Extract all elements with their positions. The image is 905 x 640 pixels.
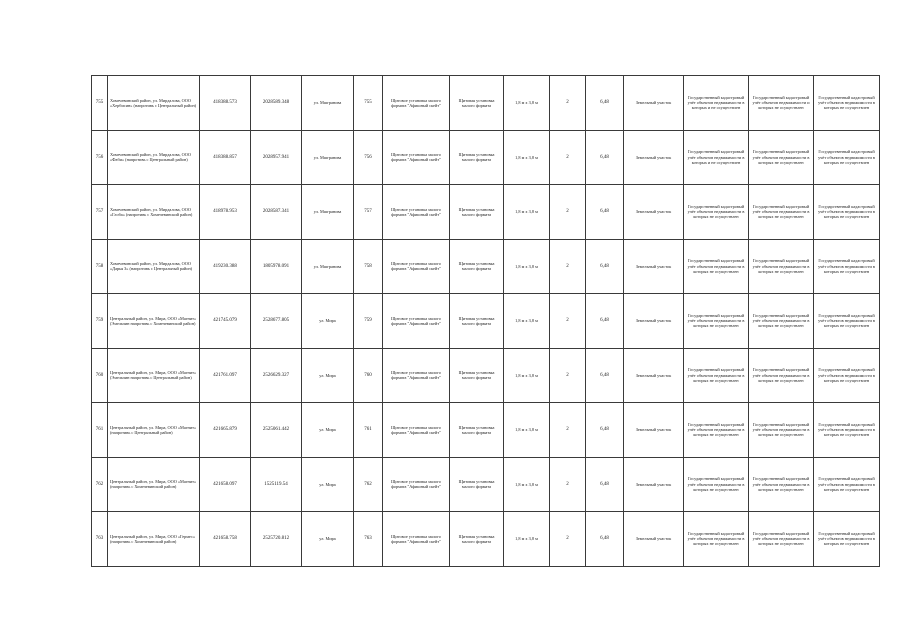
structure-kind-cell: Щитовая установка малого формата	[450, 185, 504, 240]
table-row	[92, 239, 880, 294]
area-cell: 6,48	[586, 130, 624, 185]
table-row	[92, 457, 880, 512]
location-cell: Центральный район, ул. Мира, ООО «Магнит» (Эмельчин напротивь с Хомечевинский район)	[108, 294, 200, 349]
ownership-cell: Государственный кадастровый учёт объектов недвижимости в которых не осуществлен	[814, 294, 880, 349]
sides-cell: 2	[550, 403, 586, 458]
placement-number-cell: 755	[354, 76, 383, 131]
land-status-cell: Земельный участок	[624, 130, 684, 185]
sides-cell: 2	[550, 76, 586, 131]
sides-cell: 2	[550, 348, 586, 403]
location-cell: Хомечевинский район, ул. Мирдалова, ООО «Фаби» (напротивь с Центральный район)	[108, 130, 200, 185]
structure-kind-cell: Щитовая установка малого формата	[450, 457, 504, 512]
location-cell: Центральный район, ул. Мира, ООО «Магнит» (напротивь с Хомечевинский район)	[108, 457, 200, 512]
row-number: 762	[92, 457, 108, 512]
street-cell: ул. Мира	[302, 512, 354, 567]
size-cell: 1,8 м х 3,8 м	[504, 403, 550, 458]
location-cell: Центральный район, ул. Мира, ООО «Магнит» (напротивь с Центральный район)	[108, 403, 200, 458]
ownership-cell: Государственный кадастровый учёт объектов недвижимости в которых не осуществлен	[814, 512, 880, 567]
street-cell: ул. Мшгранова	[302, 185, 354, 240]
land-status-cell: Земельный участок	[624, 239, 684, 294]
area-cell: 6,48	[586, 239, 624, 294]
size-cell: 1,8 м х 3,8 м	[504, 185, 550, 240]
table-row	[92, 76, 880, 131]
size-cell: 1,8 м х 3,8 м	[504, 294, 550, 349]
placement-table	[91, 75, 880, 567]
ownership-cell: Государственный кадастровый учёт объектов недвижимости в которых не осуществлен	[684, 294, 749, 349]
ownership-cell: Государственный кадастровый учёт объектов недвижимости в которых не осуществлен	[749, 185, 814, 240]
ownership-cell: Государственный кадастровый учёт объектов недвижимости в которых не осуществлен	[814, 239, 880, 294]
structure-type-cell: Щитовое установка малого формата "Афишный скейт"	[383, 403, 450, 458]
size-cell: 1,8 м х 3,8 м	[504, 239, 550, 294]
area-cell: 6,48	[586, 294, 624, 349]
structure-kind-cell: Щитовая установка малого формата	[450, 294, 504, 349]
size-cell: 1,8 м х 3,8 м	[504, 76, 550, 131]
coord-x-cell: 418388.573	[200, 76, 251, 131]
area-cell: 6,48	[586, 457, 624, 512]
land-status-cell: Земельный участок	[624, 185, 684, 240]
ownership-cell: Государственный кадастровый учёт объектов недвижимости в которых не осуществлен	[814, 76, 880, 131]
table-row	[92, 130, 880, 185]
row-number: 761	[92, 403, 108, 458]
coord-x-cell: 421745.079	[200, 294, 251, 349]
street-cell: ул. Мира	[302, 457, 354, 512]
structure-type-cell: Щитовое установка малого формата "Афишный скейт"	[383, 457, 450, 512]
structure-type-cell: Щитовое установка малого формата "Афишный скейт"	[383, 512, 450, 567]
ownership-cell: Государственный кадастровый учёт объектов недвижимости в которых не осуществлен	[814, 185, 880, 240]
placement-number-cell: 761	[354, 403, 383, 458]
size-cell: 1,8 м х 3,8 м	[504, 512, 550, 567]
table-row	[92, 403, 880, 458]
ownership-cell: Государственный кадастровый учёт объектов недвижимости в которых не осуществлен	[684, 457, 749, 512]
area-cell: 6,48	[586, 185, 624, 240]
structure-kind-cell: Щитовая установка малого формата	[450, 130, 504, 185]
coord-y-cell: 2525061.442	[251, 403, 302, 458]
ownership-cell: Государственный кадастровый учёт объектов недвижимости в которых не осуществлен	[684, 512, 749, 567]
land-status-cell: Земельный участок	[624, 348, 684, 403]
placement-number-cell: 759	[354, 294, 383, 349]
row-number: 755	[92, 76, 108, 131]
row-number: 756	[92, 130, 108, 185]
coord-x-cell: 421658.097	[200, 457, 251, 512]
land-status-cell: Земельный участок	[624, 403, 684, 458]
coord-y-cell: 1525119.54	[251, 457, 302, 512]
size-cell: 1,8 м х 3,8 м	[504, 130, 550, 185]
structure-type-cell: Щитовое установка малого формата "Афишный скейт"	[383, 130, 450, 185]
coord-y-cell: 2028587.341	[251, 185, 302, 240]
ownership-cell: Государственный кадастровый учёт объектов недвижимости в которых не осуществлен	[814, 403, 880, 458]
ownership-cell: Государственный кадастровый учёт объектов недвижимости в которых не осуществлен	[684, 185, 749, 240]
ownership-cell: Государственный кадастровый учёт объектов недвижимости в которых не осуществлен	[749, 512, 814, 567]
structure-kind-cell: Щитовая установка малого формата	[450, 76, 504, 131]
coord-x-cell: 421665.879	[200, 403, 251, 458]
street-cell: ул. Мшгранова	[302, 239, 354, 294]
ownership-cell: Государственный кадастровый учёт объектов недвижимости в которых не осуществлен	[749, 403, 814, 458]
row-number: 757	[92, 185, 108, 240]
structure-type-cell: Щитовое установка малого формата "Афишный скейт"	[383, 239, 450, 294]
location-cell: Центральный район, ул. Мира, ООО «Гермес» (напротивь с Хомечевинский район)	[108, 512, 200, 567]
coord-x-cell: 418388.857	[200, 130, 251, 185]
street-cell: ул. Мира	[302, 294, 354, 349]
structure-kind-cell: Щитовая установка малого формата	[450, 512, 504, 567]
coord-y-cell: 1805978.091	[251, 239, 302, 294]
location-cell: Центральный район, ул. Мира, ООО «Магнит» (Эмельчин напротивь с Центральный район)	[108, 348, 200, 403]
placement-number-cell: 756	[354, 130, 383, 185]
table-body	[92, 76, 880, 567]
row-number: 760	[92, 348, 108, 403]
land-status-cell: Земельный участок	[624, 76, 684, 131]
structure-kind-cell: Щитовая установка малого формата	[450, 239, 504, 294]
row-number: 759	[92, 294, 108, 349]
table-row	[92, 185, 880, 240]
ownership-cell: Государственный кадастровый учёт объектов недвижимости в которых не осуществлен	[684, 403, 749, 458]
sides-cell: 2	[550, 294, 586, 349]
ownership-cell: Государственный кадастровый учёт объектов недвижимости в которых не осуществлен	[684, 239, 749, 294]
coord-y-cell: 2528677.805	[251, 294, 302, 349]
ownership-cell: Государственный кадастровый учёт объектов недвижимости в которых не осуществлен	[749, 457, 814, 512]
ownership-cell: Государственный кадастровый учёт объектов недвижимости и которых не осуществлен	[749, 76, 814, 131]
area-cell: 6,48	[586, 403, 624, 458]
area-cell: 6,48	[586, 348, 624, 403]
land-status-cell: Земельный участок	[624, 512, 684, 567]
street-cell: ул. Мира	[302, 403, 354, 458]
land-status-cell: Земельный участок	[624, 294, 684, 349]
structure-kind-cell: Щитовая установка малого формата	[450, 348, 504, 403]
coord-x-cell: 419230.388	[200, 239, 251, 294]
ownership-cell: Государственный кадастровый учёт объектов недвижимости в которых не осуществлен	[749, 239, 814, 294]
sides-cell: 2	[550, 457, 586, 512]
sides-cell: 2	[550, 239, 586, 294]
street-cell: ул. Мшгранова	[302, 76, 354, 131]
coord-x-cell: 418978.953	[200, 185, 251, 240]
coord-y-cell: 2526629.327	[251, 348, 302, 403]
table-row	[92, 512, 880, 567]
coord-y-cell: 2028957.941	[251, 130, 302, 185]
land-status-cell: Земельный участок	[624, 457, 684, 512]
sides-cell: 2	[550, 512, 586, 567]
placement-number-cell: 762	[354, 457, 383, 512]
location-cell: Хомечевинский район, ул. Мирдалова, ООО «Дарья 3» (напротивь с Центральный район)	[108, 239, 200, 294]
ownership-cell: Государственный кадастровый учёт объектов недвижимости в которых и не осуществлен	[684, 130, 749, 185]
location-cell: Хомечевинский район, ул. Мирдалова, ООО «Хербисин» (напротивь с Центральный район)	[108, 76, 200, 131]
coord-x-cell: 421761.097	[200, 348, 251, 403]
ownership-cell: Государственный кадастровый учёт объектов недвижимости в которых не осуществлен	[749, 130, 814, 185]
ownership-cell: Государственный кадастровый учёт объектов недвижимости в которых не осуществлен	[814, 130, 880, 185]
structure-type-cell: Щитовое установка малого формата "Афишный скейт"	[383, 348, 450, 403]
sides-cell: 2	[550, 185, 586, 240]
location-cell: Хомечевинский район, ул. Мирдалова, ООО «Глоба» (напротивь с Хомечевинский район)	[108, 185, 200, 240]
structure-kind-cell: Щитовая установка малого формата	[450, 403, 504, 458]
structure-type-cell: Щитовое установка малого формата "Афишный скейт"	[383, 76, 450, 131]
coord-y-cell: 2525720.812	[251, 512, 302, 567]
ownership-cell: Государственный кадастровый учёт объектов недвижимости в которых не осуществлен	[749, 348, 814, 403]
ownership-cell: Государственный кадастровый учёт объектов недвижимости в которых не осуществлен	[684, 348, 749, 403]
size-cell: 1,8 м х 3,8 м	[504, 457, 550, 512]
structure-type-cell: Щитовое установка малого формата "Афишный скейт"	[383, 294, 450, 349]
area-cell: 6,48	[586, 512, 624, 567]
table-row	[92, 294, 880, 349]
placement-number-cell: 757	[354, 185, 383, 240]
ownership-cell: Государственный кадастровый учёт объектов недвижимости в которых и не осуществлен	[684, 76, 749, 131]
ownership-cell: Государственный кадастровый учёт объектов недвижимости в которых не осуществлен	[814, 457, 880, 512]
ownership-cell: Государственный кадастровый учёт объектов недвижимости в которых не осуществлен	[749, 294, 814, 349]
placement-number-cell: 763	[354, 512, 383, 567]
street-cell: ул. Мира	[302, 348, 354, 403]
area-cell: 6,48	[586, 76, 624, 131]
placement-number-cell: 760	[354, 348, 383, 403]
structure-type-cell: Щитовое установка малого формата "Афишный скейт"	[383, 185, 450, 240]
table-row	[92, 348, 880, 403]
coord-x-cell: 421658.758	[200, 512, 251, 567]
size-cell: 1,8 м х 3,8 м	[504, 348, 550, 403]
sides-cell: 2	[550, 130, 586, 185]
coord-y-cell: 2028589.348	[251, 76, 302, 131]
street-cell: ул. Мшгранова	[302, 130, 354, 185]
row-number: 758	[92, 239, 108, 294]
row-number: 763	[92, 512, 108, 567]
placement-number-cell: 758	[354, 239, 383, 294]
ownership-cell: Государственный кадастровый учёт объектов недвижимости в которых не осуществлен	[814, 348, 880, 403]
